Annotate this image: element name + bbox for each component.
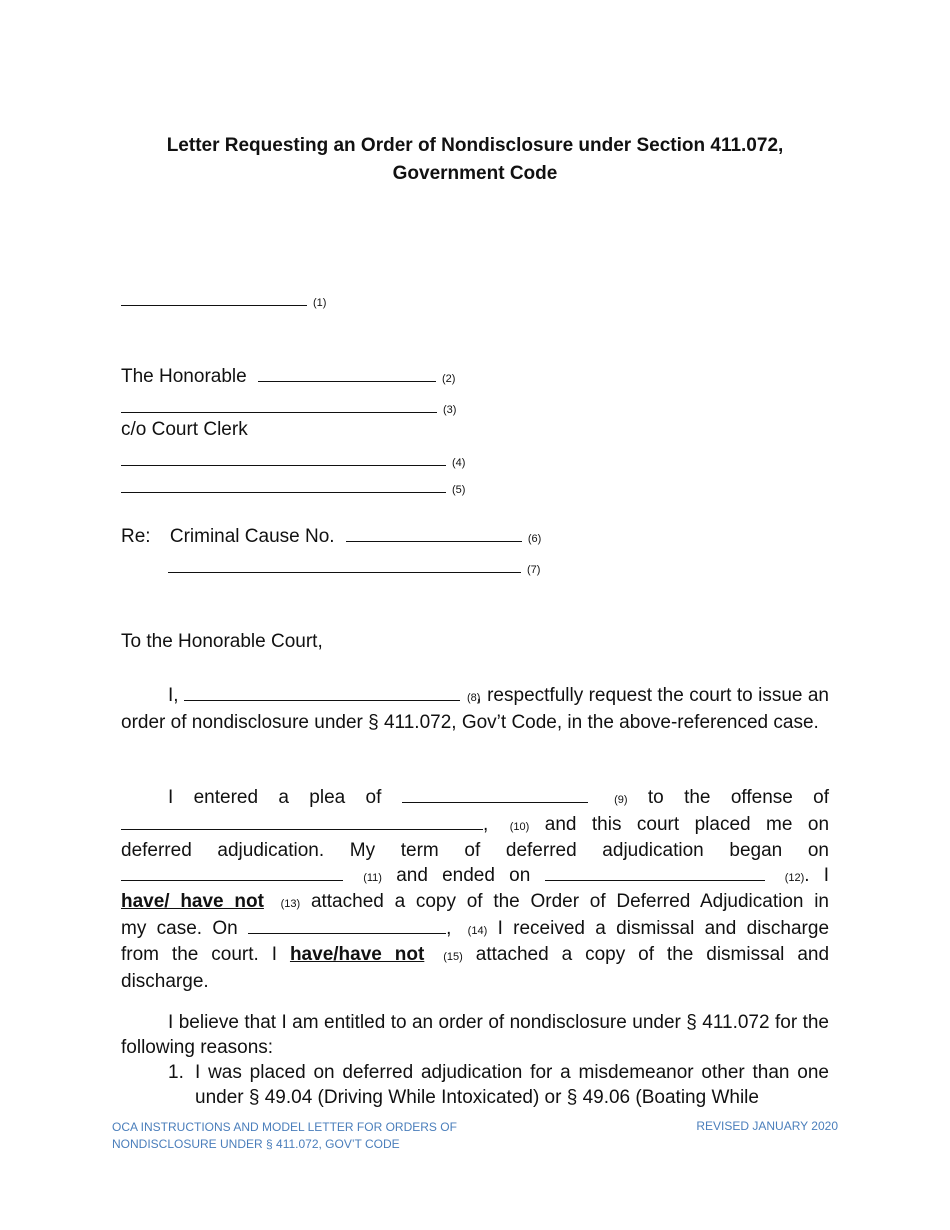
- field-number-10: (10): [509, 820, 530, 833]
- p2-c: ,: [483, 813, 489, 835]
- clerk-label: c/o Court Clerk: [121, 419, 248, 440]
- field-number-14: (14): [467, 924, 488, 937]
- page-break-mask: [160, 1110, 860, 1118]
- judge-name-row: [121, 366, 455, 388]
- p1-start: I,: [168, 685, 179, 706]
- field-number-1: (1): [313, 297, 327, 309]
- court-row: [121, 397, 456, 419]
- court-blank[interactable]: [121, 411, 437, 413]
- cause-label: Criminal Cause No.: [169, 526, 335, 547]
- field-number-13: (13): [280, 898, 301, 910]
- field-number-2: (2): [441, 373, 456, 385]
- have-have-not-option-1[interactable]: have/ have not: [121, 891, 264, 912]
- footer-left-line-2: NONDISCLOSURE UNDER § 411.072, GOV’T CODE: [112, 1137, 400, 1151]
- list-item-number: 1.: [168, 1062, 184, 1083]
- field-number-6: (6): [527, 533, 542, 545]
- field-number-9: (9): [614, 794, 628, 806]
- field-number-12: (12): [784, 871, 805, 884]
- field-number-4: (4): [452, 457, 466, 469]
- p2-i: I received a dismissal and discharge from the court. I: [121, 917, 830, 965]
- end-date-blank[interactable]: [545, 879, 765, 881]
- re-line: [121, 526, 541, 548]
- list-item-text: I was placed on deferred adjudication for a misdemeanor other than one under § 49.04 (Driving While Intoxicated) or § 49.06 (Boating While: [195, 1062, 829, 1108]
- address-blank-2[interactable]: [121, 491, 446, 493]
- field-number-3: (3): [443, 404, 457, 416]
- p1-rest: , respectfully request the court to issue an order of nondisclosure under § 411.072, Gov’t Code, in the above-referenced case.: [121, 685, 829, 733]
- p2-a: I entered a plea of: [168, 787, 382, 808]
- field-number-8: (8): [466, 692, 481, 704]
- p2-d: and this court placed me on deferred adjudication. My term of deferred adjudication began on: [121, 813, 830, 861]
- p2-e: and ended on: [396, 864, 531, 886]
- cause-style-row: [168, 557, 540, 579]
- plea-paragraph: [121, 786, 829, 994]
- p2-f: . I: [804, 864, 830, 886]
- title-line-2: Government Code: [392, 163, 558, 184]
- judge-name-blank[interactable]: [258, 380, 436, 382]
- have-have-not-option-2[interactable]: have/have not: [289, 944, 425, 965]
- salutation: To the Honorable Court,: [121, 631, 323, 652]
- p2-h: ,: [446, 917, 452, 939]
- cause-style-blank[interactable]: [168, 571, 521, 573]
- petitioner-name-blank[interactable]: [184, 699, 460, 701]
- p2-j: attached a copy of the dismissal and discharge.: [121, 944, 830, 992]
- honorable-label: The Honorable: [121, 366, 247, 387]
- reasons-paragraph: I believe that I am entitled to an order of nondisclosure under § 411.072 for the following reasons:: [121, 1012, 829, 1058]
- title-line-1: Letter Requesting an Order of Nondisclosure under Section 411.072,: [166, 135, 784, 156]
- address-blank-1[interactable]: [121, 464, 446, 466]
- request-paragraph: [121, 684, 829, 735]
- footer-revision-date: REVISED JANUARY 2020: [696, 1119, 838, 1133]
- address-row-1: [121, 450, 465, 472]
- footer-left-line-1: OCA INSTRUCTIONS AND MODEL LETTER FOR ORDERS OF: [112, 1120, 457, 1134]
- discharge-date-blank[interactable]: [248, 932, 446, 934]
- p2-b: to the offense of: [647, 787, 830, 808]
- field-number-7: (7): [527, 564, 541, 576]
- footer-left: [112, 1119, 457, 1153]
- address-row-2: [121, 477, 465, 499]
- field-number-15: (15): [443, 951, 463, 963]
- p2-g: attached a copy of the Order of Deferred Adjudication in my case. On: [121, 891, 829, 939]
- reason-list-item: [168, 1061, 829, 1110]
- cause-number-blank[interactable]: [346, 540, 522, 542]
- document-title: [0, 132, 950, 188]
- date-blank[interactable]: [121, 304, 307, 306]
- plea-blank[interactable]: [402, 801, 588, 803]
- start-date-blank[interactable]: [121, 879, 343, 881]
- re-label: Re:: [121, 526, 151, 547]
- date-field-row: [121, 290, 326, 312]
- offense-blank[interactable]: [121, 828, 483, 830]
- field-number-11: (11): [363, 871, 382, 884]
- field-number-5: (5): [452, 484, 466, 496]
